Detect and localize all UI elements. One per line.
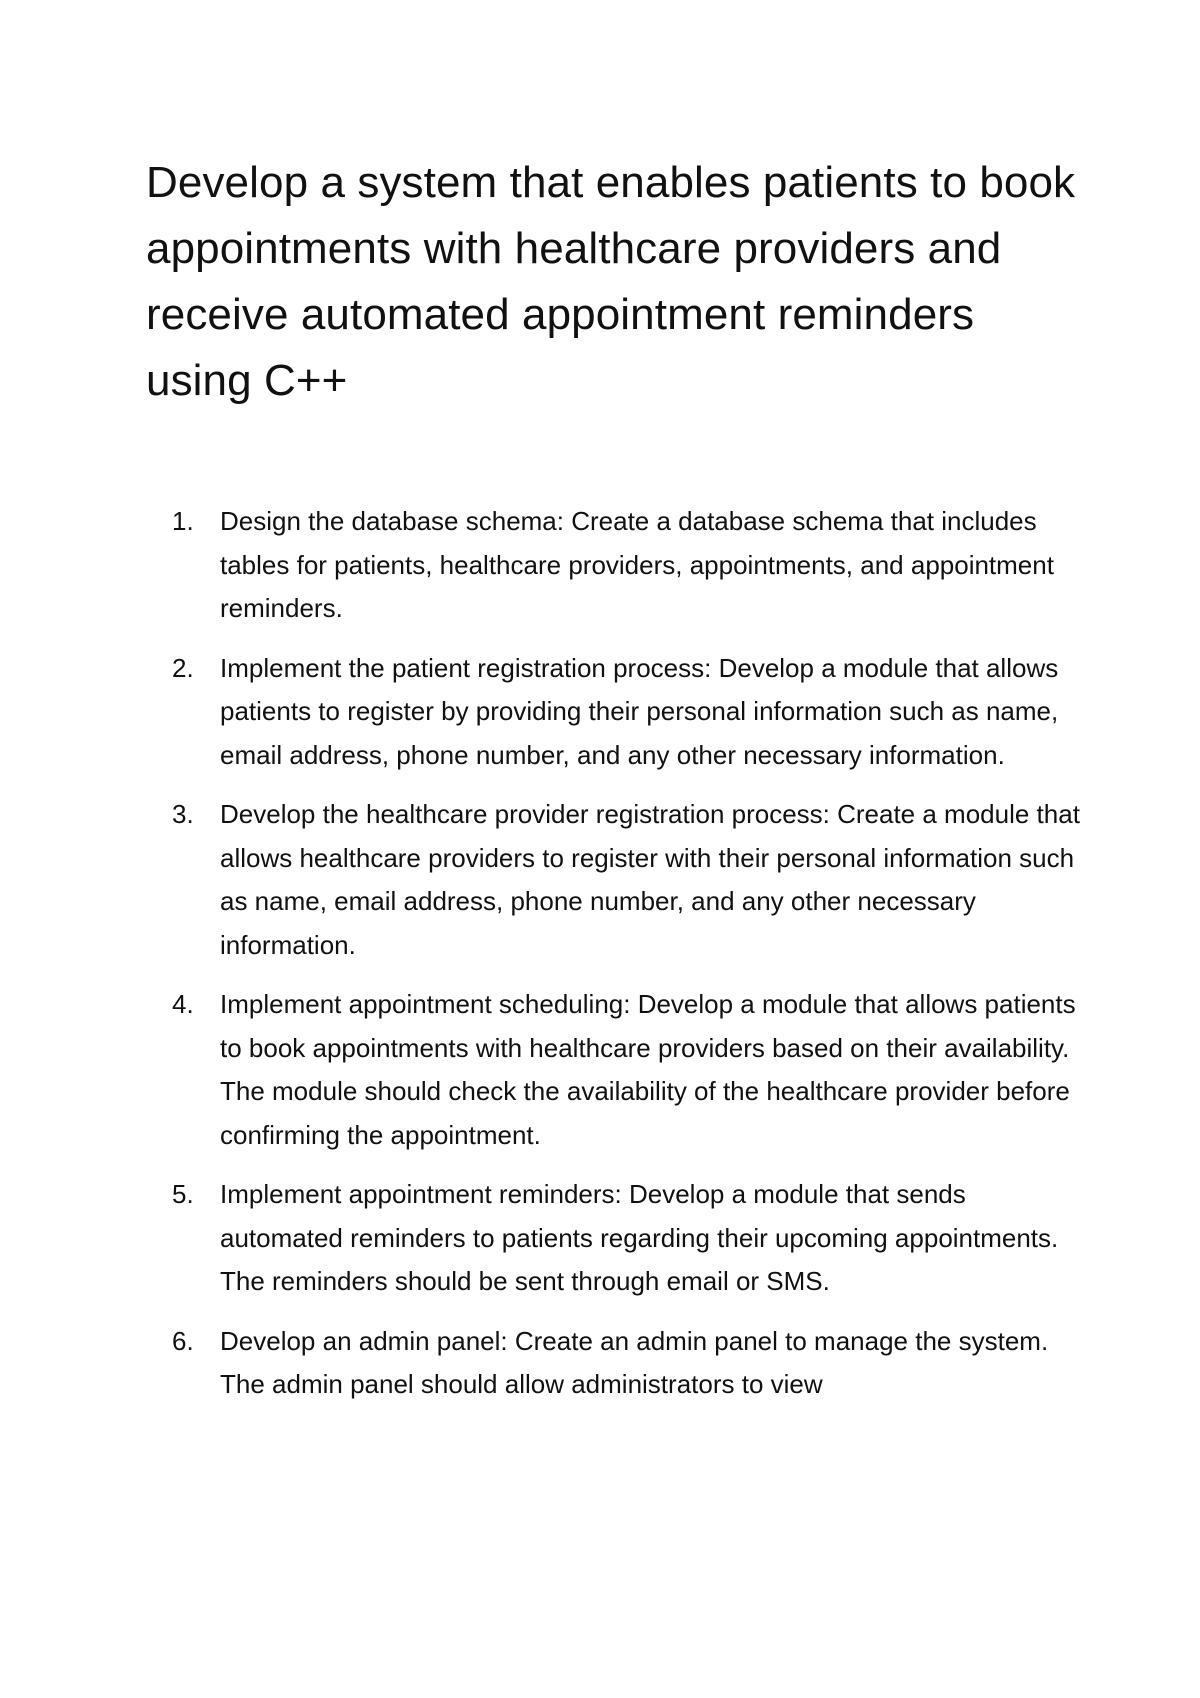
document-title: Develop a system that enables patients to book appointments with healthcare providers and receive automated appointment reminders using C++ xyxy=(146,158,1076,405)
step-number: 1. xyxy=(172,506,194,536)
list-item xyxy=(0,983,1200,1157)
step-text: Implement appointment scheduling: Develop a module that allows patients to book appointments with healthcare providers based on their availability. The module should check the availability of the healthcare provider before confirming the appointment. xyxy=(220,989,1076,1150)
step-number: 4. xyxy=(172,989,194,1019)
step-number: 3. xyxy=(172,799,194,829)
step-text: Implement appointment reminders: Develop a module that sends automated reminders to patients regarding their upcoming appointments. The reminders should be sent through email or SMS. xyxy=(220,1179,1059,1296)
step-number: 5. xyxy=(172,1179,194,1209)
list-item xyxy=(0,500,1200,631)
steps-list xyxy=(0,500,1200,1423)
list-item xyxy=(0,647,1200,778)
step-text: Implement the patient registration process: Develop a module that allows patients to register by providing their personal information such as name, email address, phone number, and any other necessary information. xyxy=(220,652,1059,770)
step-number: 6. xyxy=(172,1325,194,1356)
step-text: Design the database schema: Create a database schema that includes tables for patients, healthcare providers, appointments, and appointment reminders. xyxy=(220,506,1054,623)
list-item xyxy=(0,1320,1200,1407)
list-item xyxy=(0,1173,1200,1304)
step-text: Develop an admin panel: Create an admin panel to manage the system. The admin panel should allow administrators to view xyxy=(220,1325,1049,1399)
list-item xyxy=(0,793,1200,967)
step-number: 2. xyxy=(172,652,194,683)
step-text: Develop the healthcare provider registration process: Create a module that allows healthcare providers to register with their personal information such as name, email address, phone number, and any other necessary information. xyxy=(220,799,1080,960)
